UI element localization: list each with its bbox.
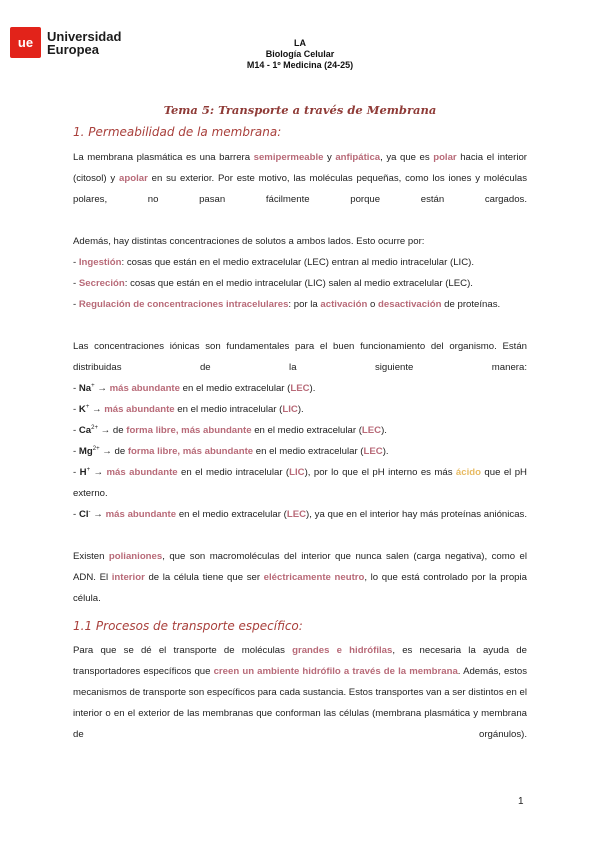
ion-item-h: - H+ → más abundante en el medio intracelular (LIC), por lo que el pH interno es más ácido que el pH externo. xyxy=(73,466,527,499)
author-initials: LA xyxy=(294,38,306,48)
logo-line-2: Europea xyxy=(47,41,100,57)
ion-item-mg: - $Mg^{2+}$ → de forma libre, más abundante en el medio extracelular (LEC). xyxy=(73,445,389,457)
ue-logo-badge: ue xyxy=(10,27,41,58)
list-item-ingestion: - Ingestión: cosas que están en el medio extracelular (LEC) entran al medio intracelular (LIC). xyxy=(73,257,474,268)
paragraph-ionic-intro: Las concentraciones iónicas son fundamentales para el buen funcionamiento del organismo. Están distribuidas de la siguiente manera: xyxy=(73,341,527,373)
section-heading-specific-transport: 1.1 Procesos de transporte específico: xyxy=(73,619,303,633)
ion-item-k: - K+ → más abundante en el medio intracelular (LIC). xyxy=(73,403,304,415)
paragraph-specific-transport: Para que se dé el transporte de moléculas grandes e hidrófilas, es necesaria la ayuda de transportadores específicos que creen un ambiente hidrófilo a través de la membrana. Además, estos mecanismos de transporte son específicos para cada sustancia. Estos transportes van a ser distintos en el interior o en el exterior de las membranas que conforman las células (membrana plasmática y membrana de orgánulos). xyxy=(73,645,527,740)
logo-line-1: Universidad xyxy=(47,28,122,44)
paragraph-concentrations-intro: Además, hay distintas concentraciones de solutos a ambos lados. Esto ocurre por: xyxy=(73,236,425,247)
paragraph-membrane: La membrana plasmática es una barrera semipermeable y anfipática, ya que es polar hacia el interior (citosol) y apolar en su exterior. Por este motivo, las moléculas pequeñas, como los iones y moléculas polares, no pasan fácilmente porque están cargados. xyxy=(73,152,527,205)
paragraph-polyanions: Existen polianiones, que son macromoléculas del interior que nunca salen (carga negativa), como el ADN. El interior de la célula tiene que ser eléctricamente neutro, lo que está controlado por la propia célula. xyxy=(73,551,527,604)
page-number: 1 xyxy=(518,796,524,807)
section-heading-permeability: 1. Permeabilidad de la membrana: xyxy=(73,125,282,139)
list-item-regulation: - Regulación de concentraciones intracelulares: por la activación o desactivación de proteínas. xyxy=(73,299,501,310)
ion-item-na: - Na+ → más abundante en el medio extracelular (LEC). xyxy=(73,382,316,394)
list-item-secretion: - Secreción: cosas que están en el medio intracelular (LIC) salen al medio extracelular (LEC). xyxy=(73,278,473,289)
document-header xyxy=(0,38,600,71)
ion-item-cl: - Cl- → más abundante en el medio extracelular (LEC), ya que en el interior hay más proteínas aniónicas. xyxy=(73,508,527,520)
ion-item-ca: - $Ca^{2+}$ → de forma libre, más abundante en el medio extracelular (LEC). xyxy=(73,424,387,436)
page-title: Tema 5: Transporte a través de Membrana xyxy=(163,103,437,117)
subject-name: Biología Celular xyxy=(265,49,335,59)
course-code: M14 - 1º Medicina (24-25) xyxy=(246,60,354,70)
